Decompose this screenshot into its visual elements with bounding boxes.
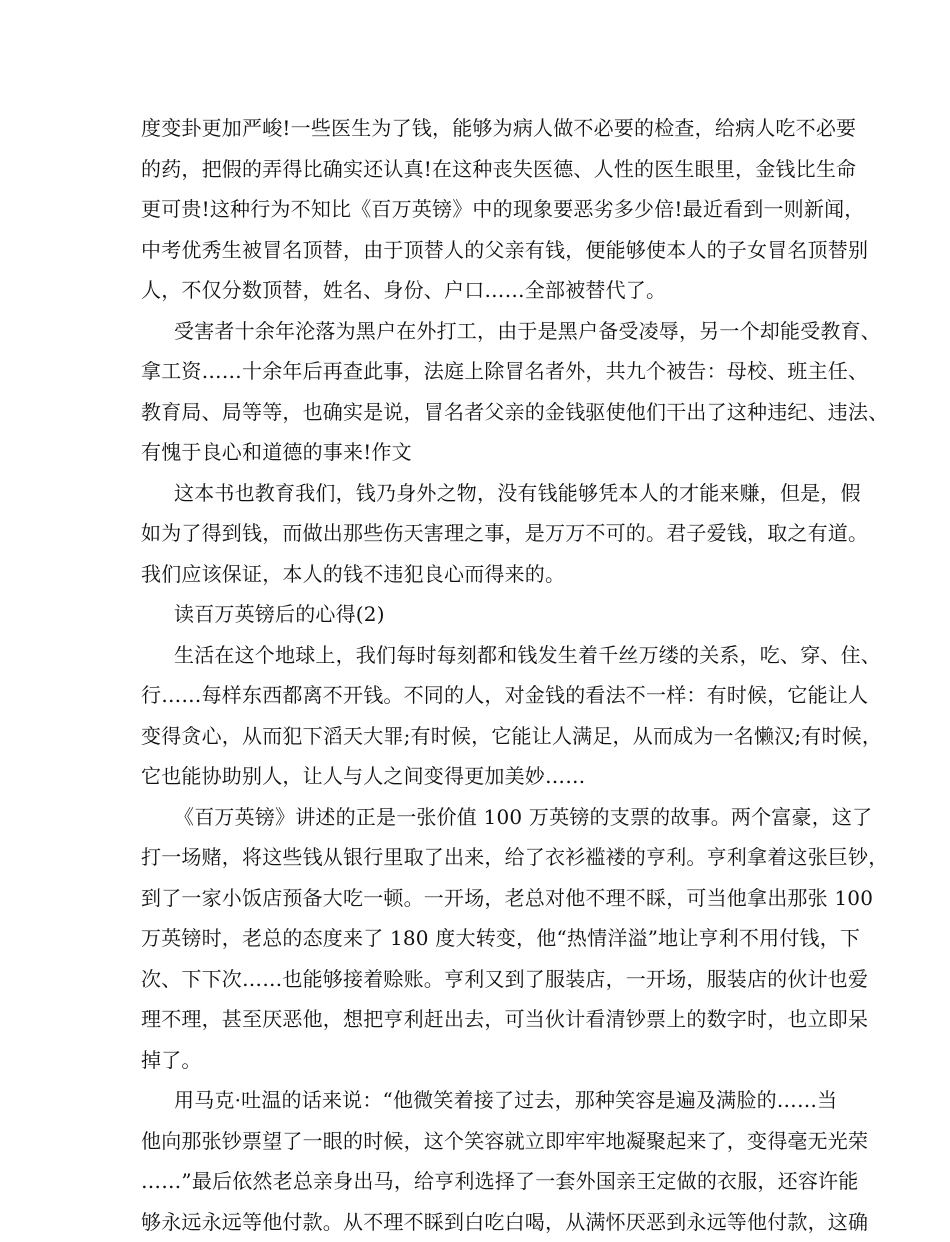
- document-body: [141, 108, 831, 1242]
- text-line: 的药，把假的弄得比确实还认真!在这种丧失医德、人性的医生眼里，金钱比生命: [141, 149, 831, 190]
- text-line: 我们应该保证，本人的钱不违犯良心而得来的。: [141, 554, 831, 595]
- text-line: 够永远永远等他付款。从不理不睬到白吃白喝，从满怀厌恶到永远等他付款，这确: [141, 1202, 831, 1242]
- text-line: 如为了得到钱，而做出那些伤天害理之事，是万万不可的。君子爱钱，取之有道。: [141, 513, 831, 554]
- text-line: 人，不仅分数顶替，姓名、身份、户口……全部被替代了。: [141, 270, 831, 311]
- text-line: 度变卦更加严峻!一些医生为了钱，能够为病人做不必要的检查，给病人吃不必要: [141, 108, 831, 149]
- paragraph-1: [141, 108, 831, 311]
- text-line: 拿工资……十余年后再查此事，法庭上除冒名者外，共九个被告：母校、班主任、: [141, 351, 831, 392]
- heading-line: 读百万英镑后的心得(2): [141, 594, 831, 635]
- text-line: 生活在这个地球上，我们每时每刻都和钱发生着千丝万缕的关系，吃、穿、住、: [141, 635, 831, 676]
- text-line: 它也能协助别人，让人与人之间变得更加美妙……: [141, 756, 831, 797]
- section-heading: [141, 594, 831, 635]
- text-line: 用马克·吐温的话来说：“他微笑着接了过去，那种笑容是遍及满脸的……当: [141, 1080, 831, 1121]
- text-line: 《百万英镑》讲述的正是一张价值 100 万英镑的支票的故事。两个富豪，这了: [141, 797, 831, 838]
- paragraph-6: [141, 797, 831, 1081]
- text-line: 到了一家小饭店预备大吃一顿。一开场，老总对他不理不睬，可当他拿出那张 100: [141, 878, 831, 919]
- text-line: 打一场赌，将这些钱从银行里取了出来，给了衣衫褴褛的亨利。亨利拿着这张巨钞，: [141, 837, 831, 878]
- text-line: 理不理，甚至厌恶他，想把亨利赶出去，可当伙计看清钞票上的数字时，也立即呆: [141, 999, 831, 1040]
- text-line: 这本书也教育我们，钱乃身外之物，没有钱能够凭本人的才能来赚，但是，假: [141, 473, 831, 514]
- text-line: 更可贵!这种行为不知比《百万英镑》中的现象要恶劣多少倍!最近看到一则新闻，: [141, 189, 831, 230]
- paragraph-5: [141, 635, 831, 797]
- text-line: 次、下下次……也能够接着赊账。亨利又到了服装店，一开场，服装店的伙计也爱: [141, 959, 831, 1000]
- paragraph-2: [141, 311, 831, 473]
- text-line: 有愧于良心和道德的事来!作文: [141, 432, 831, 473]
- text-line: 万英镑时，老总的态度来了 180 度大转变，他“热情洋溢”地让亨利不用付钱，下: [141, 918, 831, 959]
- text-line: 掉了。: [141, 1040, 831, 1081]
- text-line: ……”最后依然老总亲身出马，给亨利选择了一套外国亲王定做的衣服，还容许能: [141, 1161, 831, 1202]
- paragraph-3: [141, 473, 831, 595]
- text-line: 受害者十余年沦落为黑户在外打工，由于是黑户备受凌辱，另一个却能受教育、: [141, 311, 831, 352]
- text-line: 教育局、局等等，也确实是说，冒名者父亲的金钱驱使他们干出了这种违纪、违法、: [141, 392, 831, 433]
- paragraph-7: [141, 1080, 831, 1242]
- text-line: 中考优秀生被冒名顶替，由于顶替人的父亲有钱，便能够使本人的子女冒名顶替别: [141, 230, 831, 271]
- text-line: 变得贪心，从而犯下滔天大罪;有时候，它能让人满足，从而成为一名懒汉;有时候，: [141, 716, 831, 757]
- text-line: 行……每样东西都离不开钱。不同的人，对金钱的看法不一样：有时候，它能让人: [141, 675, 831, 716]
- text-line: 他向那张钞票望了一眼的时候，这个笑容就立即牢牢地凝聚起来了，变得毫无光荣: [141, 1121, 831, 1162]
